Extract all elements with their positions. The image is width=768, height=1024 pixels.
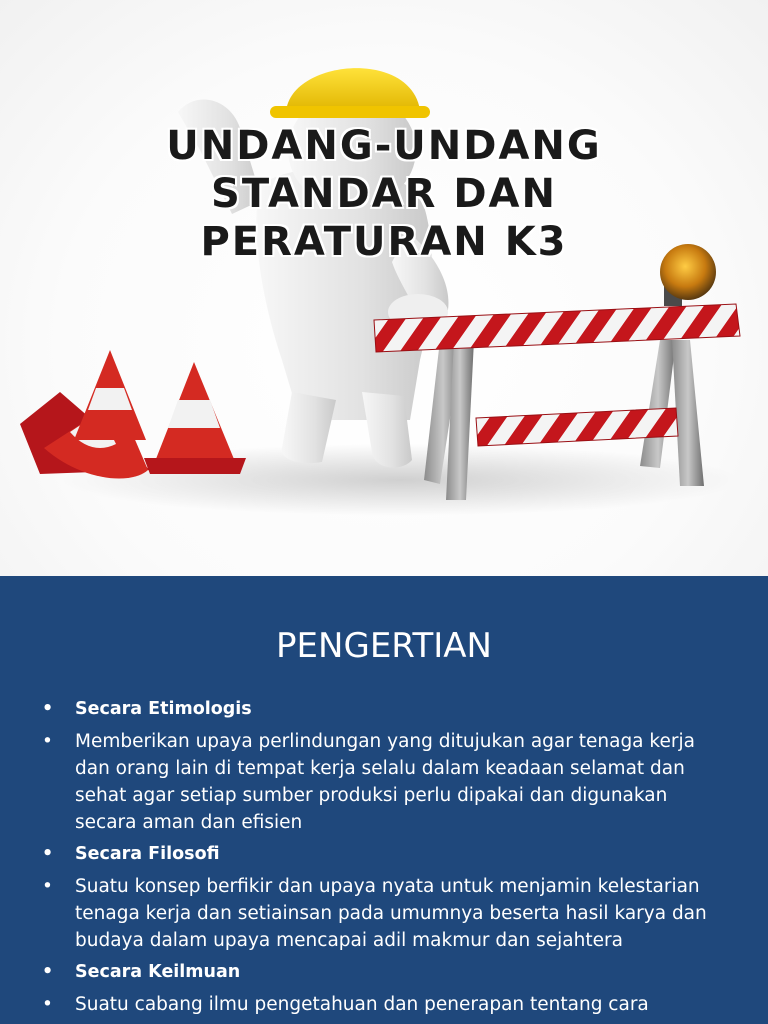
bullet-item — [42, 991, 732, 1018]
bullet-dot-icon: • — [42, 731, 53, 752]
bullet-text: Suatu cabang ilmu pengetahuan dan penerapan tentang cara — [75, 994, 649, 1015]
bullet-item — [42, 728, 732, 836]
title-line-2: STANDAR DAN — [211, 171, 557, 217]
barrier-right-post — [640, 340, 676, 468]
bullet-dot-icon: • — [42, 699, 54, 719]
hard-hat-icon — [286, 68, 420, 112]
bullet-text: Memberikan upaya perlindungan yang ditujukan agar tenaga kerja dan orang lain di tempat kerja selalu dalam keadaan selamat dan sehat agar setiap sumber produksi perlu dipakai dan digunakan secara aman dan efisien — [75, 731, 695, 833]
bullet-heading — [42, 841, 732, 868]
definition-slide — [0, 576, 768, 1024]
bullet-text: Secara Etimologis — [75, 699, 252, 719]
bullet-text: Secara Keilmuan — [75, 962, 241, 982]
bullet-text: Secara Filosofi — [75, 844, 220, 864]
bullet-heading — [42, 959, 732, 986]
bullet-dot-icon: • — [42, 876, 53, 897]
traffic-cone-2-stripe — [168, 400, 220, 428]
title-line-3: PERATURAN K3 — [200, 219, 568, 265]
traffic-cone-2-base — [144, 458, 246, 474]
bullet-dot-icon: • — [42, 844, 54, 864]
title-line-1: UNDANG-UNDANG — [166, 123, 602, 169]
bullet-dot-icon: • — [42, 994, 53, 1015]
bullet-heading — [42, 696, 732, 723]
slide-heading: PENGERTIAN — [276, 626, 492, 666]
bullet-text: Suatu konsep berfikir dan upaya nyata untuk menjamin kelestarian tenaga kerja dan setiainsan pada umumnya beserta hasil karya dan budaya dalam upaya mencapai adil makmur dan sejahtera — [75, 876, 707, 951]
slide-title — [0, 122, 768, 266]
bullet-item — [42, 873, 732, 954]
hard-hat-brim — [270, 106, 430, 118]
bullet-dot-icon: • — [42, 962, 54, 982]
bullet-list — [42, 696, 732, 1023]
